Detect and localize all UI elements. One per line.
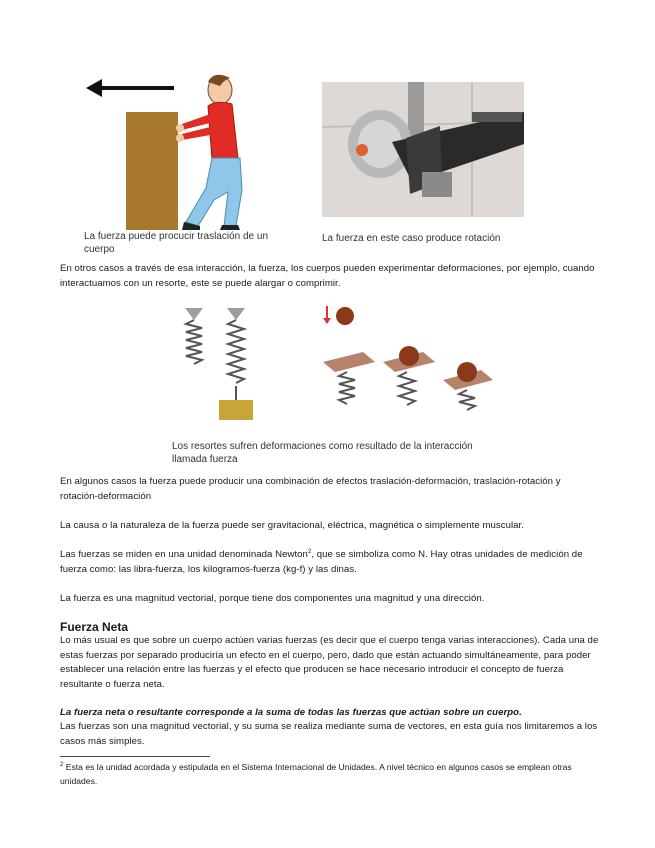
footnote-ref: 2 (307, 548, 312, 555)
footnote-marker: 2 (60, 762, 64, 769)
units-text-a: Las fuerzas se miden en una unidad denominada Newton (60, 549, 308, 560)
paragraph-net-force: Lo más usual es que sobre un cuerpo actúen varias fuerzas (es decir que el cuerpo tenga varias interacciones). Cada una de estas fuerzas por separado produciría un efecto en el cuerpo, pero, dado que están actuando simultáneamente, para poder establecer una relación entre las fuerzas y el efecto que producen se hace necesario introducir el concepto de fuerza resultante o fuerza neta. (60, 635, 599, 690)
wrench-photo (322, 82, 524, 217)
footnote (60, 760, 600, 788)
paragraph-nature: La causa o la naturaleza de la fuerza puede ser gravitacional, eléctrica, magnética o simplemente muscular. (60, 520, 524, 531)
paragraph-definition: La fuerza neta o resultante corresponde a la suma de todas las fuerzas que actúan sobre un cuerpo. (60, 707, 522, 718)
paragraph-vector: La fuerza es una magnitud vectorial, porque tiene dos componentes una magnitud y una dirección. (60, 593, 485, 604)
paragraph-vector-sum: Las fuerzas son una magnitud vectorial, y su suma se realiza mediante suma de vectores, en esta guía nos limitaremos a los casos más simples. (60, 721, 598, 747)
spring-plate-3 (443, 362, 493, 410)
section-heading: Fuerza Neta (60, 620, 129, 634)
paragraph-units (60, 548, 600, 577)
pressure-icon (323, 306, 354, 325)
units-text-b: , que se simboliza como N. Hay otras unidades de medición de fuerza como: las libra-fuerza, los kilogramos-fuerza (kg-f) y las dinas. (60, 549, 583, 575)
paragraph-deformation: En otros casos a través de esa interacción, la fuerza, los cuerpos pueden experimentar deformaciones, por ejemplo, cuando interactuamos con un resorte, este se puede alargar o comprimir. (60, 263, 595, 289)
wrench-illustration (322, 82, 524, 217)
left-arrow-icon (86, 79, 174, 97)
springs-illustration (175, 300, 495, 425)
springs-caption: Los resortes sufren deformaciones como resultado de la interacción llamada fuerza (172, 441, 473, 465)
footnote-divider (60, 756, 210, 757)
spring-free (185, 308, 203, 364)
spring-plate-1 (323, 352, 375, 404)
push-caption: La fuerza puede procucir traslación de un cuerpo (84, 231, 269, 255)
push-figure (64, 60, 284, 230)
footnote-text: Esta es la unidad acordada y estipulada en el Sistema Internacional de Unidades. A nivel técnico en algunos casos se emplean otras unidades. (60, 762, 572, 786)
springs-figure (175, 300, 495, 425)
paragraph-combination: En algunos casos la fuerza puede producir una combinación de efectos traslación-deformación, traslación-rotación y rotación-deformación (60, 476, 561, 502)
box (126, 112, 178, 230)
person-pushing (176, 75, 242, 230)
wrench-caption: La fuerza en este caso produce rotación (322, 233, 501, 244)
push-illustration (64, 60, 284, 230)
spring-weighted (219, 308, 253, 420)
spring-plate-2 (383, 346, 435, 405)
